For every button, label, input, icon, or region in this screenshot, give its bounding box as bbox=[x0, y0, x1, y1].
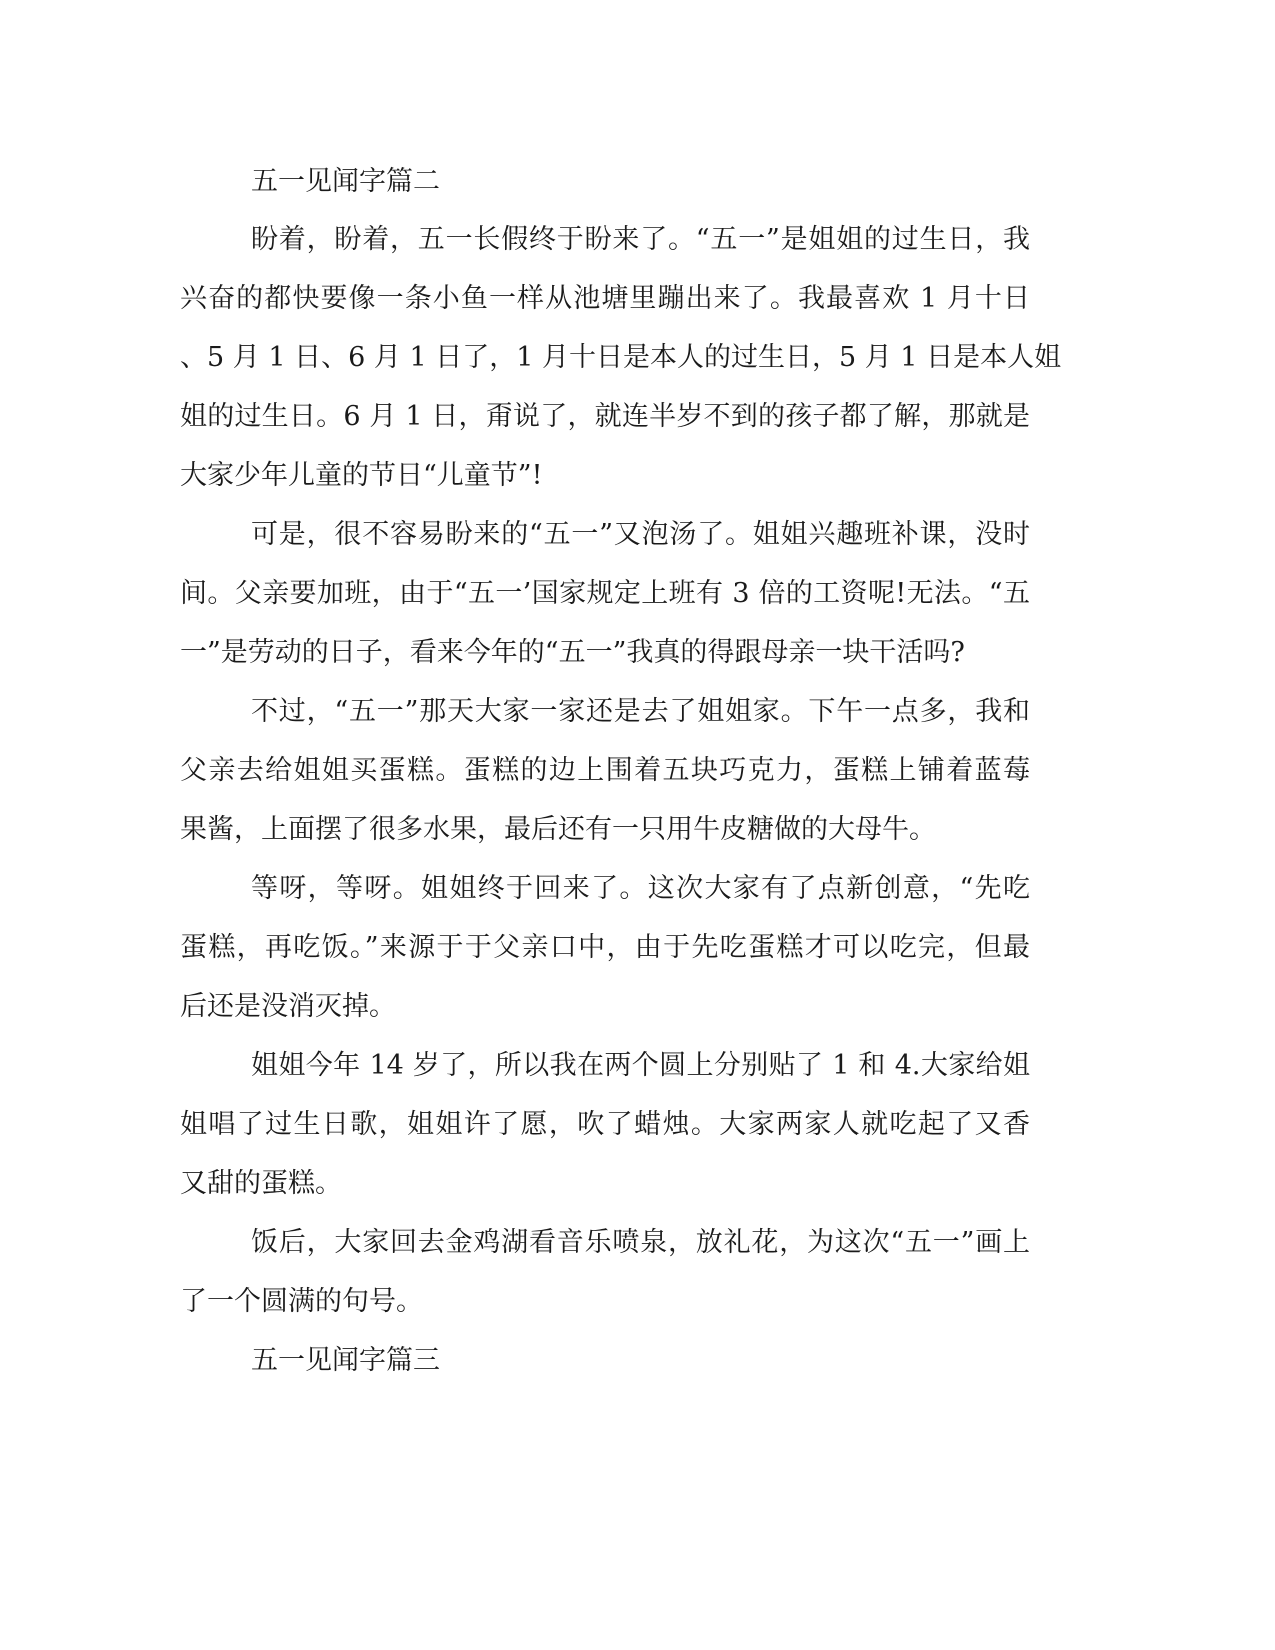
paragraph-line: 可是，很不容易盼来的“五一”又泡汤了。姐姐兴趣班补课，没时 bbox=[251, 519, 1030, 550]
paragraph-line: 一”是劳动的日子，看来今年的“五一”我真的得跟母亲一块干活吗? bbox=[180, 637, 965, 668]
paragraph-line: 兴奋的都快要像一条小鱼一样从池塘里蹦出来了。我最喜欢 1 月十日 bbox=[180, 283, 1030, 314]
paragraph-line: 大家少年儿童的节日“儿童节”! bbox=[180, 460, 543, 491]
paragraph-line: 不过，“五一”那天大家一家还是去了姐姐家。下午一点多，我和 bbox=[251, 696, 1030, 727]
paragraph-line: 饭后，大家回去金鸡湖看音乐喷泉，放礼花，为这次“五一”画上 bbox=[251, 1227, 1030, 1258]
paragraph-line: 后还是没消灭掉。 bbox=[180, 991, 396, 1022]
section-heading: 五一见闻字篇二 bbox=[251, 166, 440, 197]
paragraph-line: 果酱，上面摆了很多水果，最后还有一只用牛皮糖做的大母牛。 bbox=[180, 814, 936, 845]
paragraph-line: 又甜的蛋糕。 bbox=[180, 1168, 342, 1199]
paragraph-line: 盼着，盼着，五一长假终于盼来了。“五一”是姐姐的过生日，我 bbox=[251, 224, 1030, 255]
paragraph-line: 姐姐今年 14 岁了，所以我在两个圆上分别贴了 1 和 4.大家给姐 bbox=[251, 1050, 1030, 1081]
paragraph-line: 等呀，等呀。姐姐终于回来了。这次大家有了点新创意，“先吃 bbox=[251, 873, 1030, 904]
paragraph-line: 姐唱了过生日歌，姐姐许了愿，吹了蜡烛。大家两家人就吃起了又香 bbox=[180, 1109, 1030, 1140]
paragraph-line: 、5 月 1 日、6 月 1 日了，1 月十日是本人的过生日，5 月 1 日是本人姐 bbox=[180, 342, 1062, 373]
paragraph-line: 姐的过生日。6 月 1 日，甭说了，就连半岁不到的孩子都了解，那就是 bbox=[180, 401, 1030, 432]
paragraph-line: 了一个圆满的句号。 bbox=[180, 1286, 423, 1317]
paragraph-line: 间。父亲要加班，由于“五一’国家规定上班有 3 倍的工资呢!无法。“五 bbox=[180, 578, 1030, 609]
paragraph-line: 父亲去给姐姐买蛋糕。蛋糕的边上围着五块巧克力，蛋糕上铺着蓝莓 bbox=[180, 755, 1030, 786]
section-heading: 五一见闻字篇三 bbox=[251, 1345, 440, 1376]
paragraph-line: 蛋糕，再吃饭。”来源于于父亲口中，由于先吃蛋糕才可以吃完，但最 bbox=[180, 932, 1030, 963]
